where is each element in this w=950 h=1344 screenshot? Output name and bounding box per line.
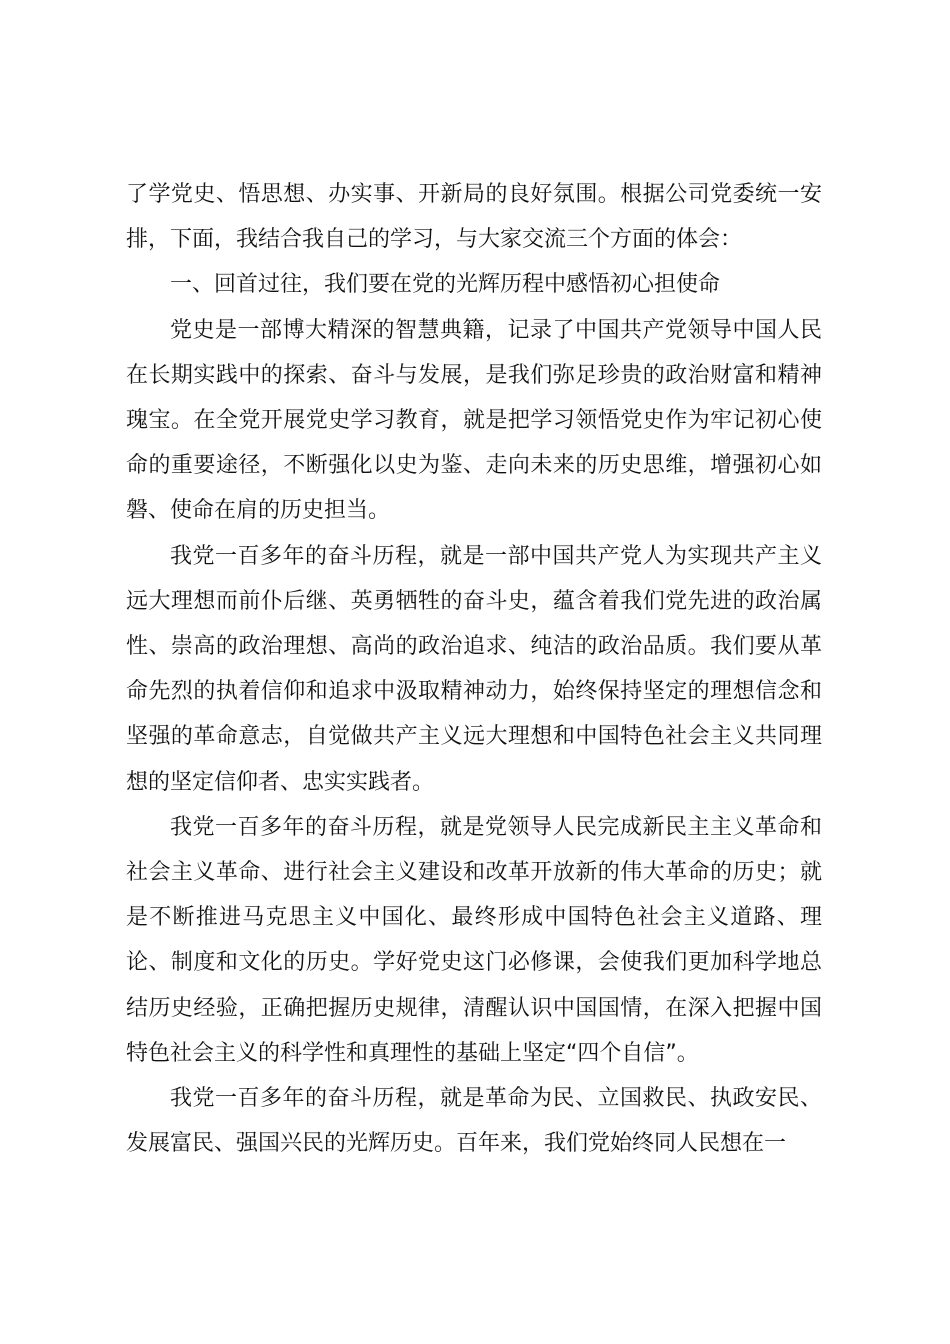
paragraph: 党史是一部博大精深的智慧典籍，记录了中国共产党领导中国人民在长期实践中的探索、奋斗与发展，是我们弥足珍贵的政治财富和精神瑰宝。在全党开展党史学习教育，就是把学习领悟党史作为牢记初心使命的重要途径，不断强化以史为鉴、走向未来的历史思维，增强初心如磐、使命在肩的历史担当。 xyxy=(126,317,822,524)
paragraph: 我党一百多年的奋斗历程，就是一部中国共产党人为实现共产主义远大理想而前仆后继、英勇牺牲的奋斗史，蕴含着我们党先进的政治属性、崇高的政治理想、高尚的政治追求、纯洁的政治品质。我们要从革命先烈的执着信仰和追求中汲取精神动力，始终保持坚定的理想信念和坚强的革命意志，自觉做共产主义远大理想和中国特色社会主义共同理想的坚定信仰者、忠实实践者。 xyxy=(126,543,822,795)
paragraph: 我党一百多年的奋斗历程，就是革命为民、立国救民、执政安民、发展富民、强国兴民的光辉历史。百年来，我们党始终同人民想在一 xyxy=(126,1086,822,1157)
paragraph: 了学党史、悟思想、办实事、开新局的良好氛围。根据公司党委统一安排，下面，我结合我自己的学习，与大家交流三个方面的体会： xyxy=(126,182,822,253)
section-heading: 一、回首过往，我们要在党的光辉历程中感悟初心担使命 xyxy=(170,272,721,298)
paragraph: 我党一百多年的奋斗历程，就是党领导人民完成新民主主义革命和社会主义革命、进行社会主义建设和改革开放新的伟大革命的历史；就是不断推进马克思主义中国化、最终形成中国特色社会主义道路、理论、制度和文化的历史。学好党史这门必修课，会使我们更加科学地总结历史经验，正确把握历史规律，清醒认识中国国情，在深入把握中国特色社会主义的科学性和真理性的基础上坚定“四个自信”。 xyxy=(126,814,822,1066)
document-body xyxy=(126,172,822,1166)
